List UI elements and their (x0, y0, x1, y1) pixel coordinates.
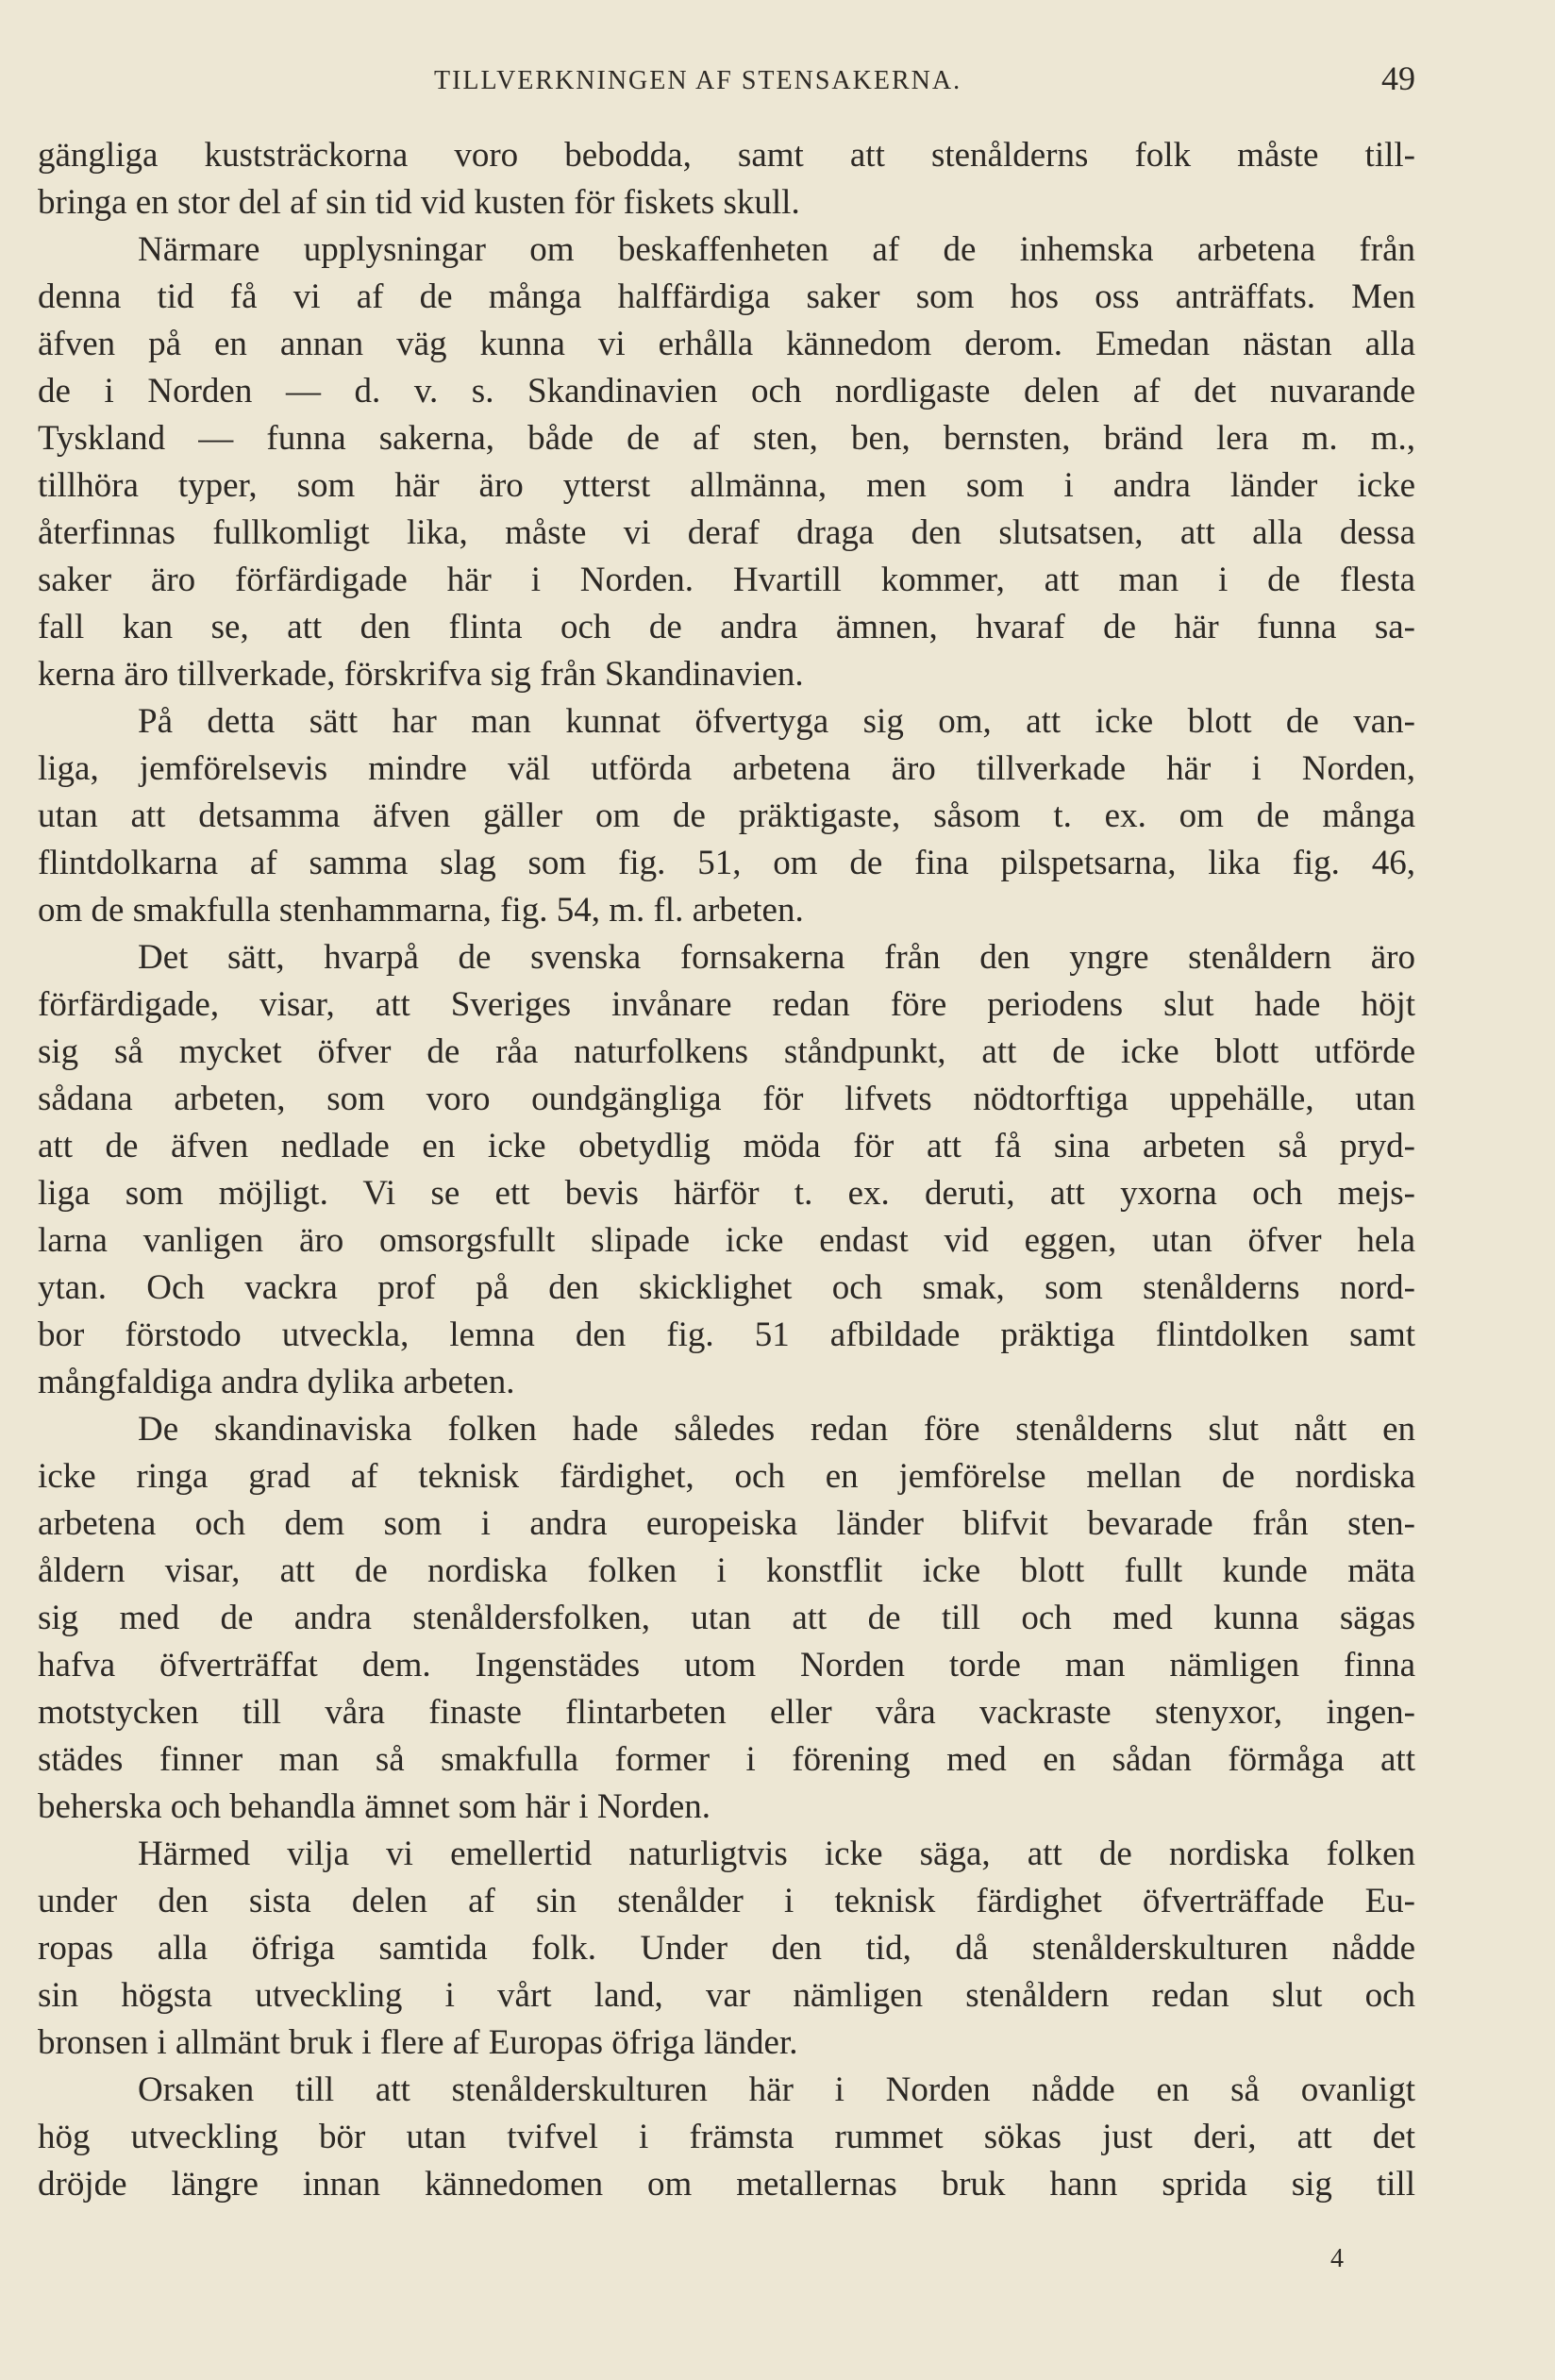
text-line: de i Norden — d. v. s. Skandinavien och nordligaste delen af det nuvarande (38, 372, 1415, 411)
text-line: tillhöra typer, som här äro ytterst allmänna, men som i andra länder icke (38, 466, 1415, 505)
text-line: under den sista delen af sin stenålder i teknisk färdighet öfverträffade Eu- (38, 1882, 1415, 1920)
text-line: denna tid få vi af de många halffärdiga saker som hos oss anträffats. Men (38, 277, 1415, 316)
text-line: hafva öfverträffat dem. Ingenstädes utom Norden torde man nämligen finna (38, 1646, 1415, 1684)
text-line: dröjde längre innan kännedomen om metallernas bruk hann sprida sig till (38, 2165, 1415, 2204)
text-line: återfinnas fullkomligt lika, måste vi deraf draga den slutsatsen, att alla dessa (38, 513, 1415, 552)
text-line: gängliga kuststräckorna voro bebodda, samt att stenålderns folk måste till- (38, 136, 1415, 175)
page-number: 49 (1381, 59, 1415, 97)
text-line: icke ringa grad af teknisk färdighet, och en jemförelse mellan de nordiska (38, 1457, 1415, 1496)
text-line: ropas alla öfriga samtida folk. Under den tid, då stenålderskulturen nådde (38, 1929, 1415, 1968)
text-line: bronsen i allmänt bruk i flere af Europas öfriga länder. (38, 2023, 798, 2062)
running-head: TILLVERKNINGEN AF STENSAKERNA. (434, 66, 962, 95)
text-line: saker äro förfärdigade här i Norden. Hvartill kommer, att man i de flesta (38, 561, 1415, 599)
text-line: äfven på en annan väg kunna vi erhålla kännedom derom. Emedan nästan alla (38, 325, 1415, 363)
text-line: utan att detsamma äfven gäller om de präktigaste, såsom t. ex. om de många (38, 796, 1415, 835)
text-line: liga, jemförelsevis mindre väl utförda arbetena äro tillverkade här i Norden, (38, 749, 1415, 788)
text-line: sin högsta utveckling i vårt land, var nämligen stenåldern redan slut och (38, 1976, 1415, 2015)
text-line: Orsaken till att stenålderskulturen här i Norden nådde en så ovanligt (138, 2070, 1415, 2109)
text-line: fall kan se, att den flinta och de andra ämnen, hvaraf de här funna sa- (38, 608, 1415, 646)
text-line: att de äfven nedlade en icke obetydlig möda för att få sina arbeten så pryd- (38, 1127, 1415, 1165)
text-line: bringa en stor del af sin tid vid kusten för fiskets skull. (38, 183, 800, 222)
text-line: om de smakfulla stenhammarna, fig. 54, m. fl. arbeten. (38, 891, 804, 930)
signature-mark: 4 (1330, 2244, 1344, 2273)
text-line: larna vanligen äro omsorgsfullt slipade icke endast vid eggen, utan öfver hela (38, 1221, 1415, 1260)
text-line: Det sätt, hvarpå de svenska fornsakerna från den yngre stenåldern äro (138, 938, 1415, 977)
text-line: sig med de andra stenåldersfolken, utan att de till och med kunna sägas (38, 1599, 1415, 1637)
text-line: På detta sätt har man kunnat öfvertyga sig om, att icke blott de van- (138, 702, 1415, 741)
text-line: motstycken till våra finaste flintarbeten eller våra vackraste stenyxor, ingen- (38, 1693, 1415, 1732)
text-line: beherska och behandla ämnet som här i Norden. (38, 1787, 711, 1826)
text-line: mångfaldiga andra dylika arbeten. (38, 1363, 515, 1401)
text-line: ytan. Och vackra prof på den skicklighet och smak, som stenålderns nord- (38, 1268, 1415, 1307)
text-line: åldern visar, att de nordiska folken i konstflit icke blott fullt kunde mäta (38, 1551, 1415, 1590)
text-line: kerna äro tillverkade, förskrifva sig från Skandinavien. (38, 655, 804, 694)
text-line: Tyskland — funna sakerna, både de af sten, ben, bernsten, bränd lera m. m., (38, 419, 1415, 458)
text-line: Närmare upplysningar om beskaffenheten af de inhemska arbetena från (138, 230, 1415, 269)
text-line: arbetena och dem som i andra europeiska länder blifvit bevarade från sten- (38, 1504, 1415, 1543)
text-line: Härmed vilja vi emellertid naturligtvis icke säga, att de nordiska folken (138, 1835, 1415, 1873)
body-text (38, 132, 1415, 2208)
text-line: flintdolkarna af samma slag som fig. 51, om de fina pilspetsarna, lika fig. 46, (38, 844, 1415, 882)
text-line: bor förstodo utveckla, lemna den fig. 51 afbildade präktiga flintdolken samt (38, 1316, 1415, 1354)
text-line: sådana arbeten, som voro oundgängliga för lifvets nödtorftiga uppehälle, utan (38, 1080, 1415, 1118)
text-line: städes finner man så smakfulla former i förening med en sådan förmåga att (38, 1740, 1415, 1779)
text-line: förfärdigade, visar, att Sveriges invånare redan före periodens slut hade höjt (38, 985, 1415, 1024)
text-line: De skandinaviska folken hade således redan före stenålderns slut nått en (138, 1410, 1415, 1449)
page-header (38, 57, 1415, 113)
text-line: liga som möjligt. Vi se ett bevis härför t. ex. deruti, att yxorna och mejs- (38, 1174, 1415, 1213)
text-line: sig så mycket öfver de råa naturfolkens ståndpunkt, att de icke blott utförde (38, 1032, 1415, 1071)
text-line: hög utveckling bör utan tvifvel i främsta rummet sökas just deri, att det (38, 2118, 1415, 2156)
